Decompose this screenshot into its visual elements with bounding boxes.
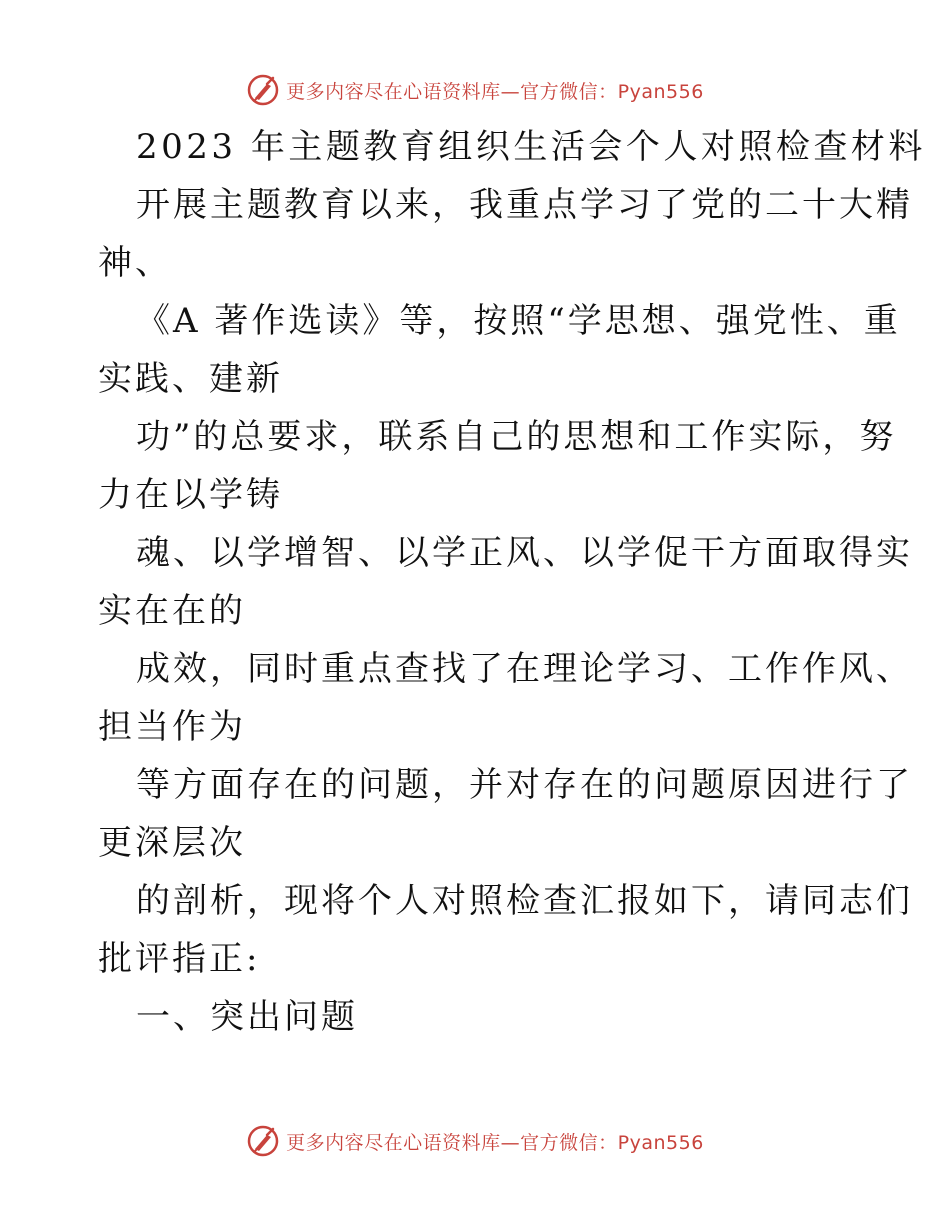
paragraph-line: 力在以学铸 — [98, 475, 283, 515]
paragraph-line: 开展主题教育以来，我重点学习了党的二十大精 — [136, 185, 913, 225]
footer-banner — [0, 1121, 950, 1161]
header-banner-text: 更多内容尽在心语资料库—官方微信：Pyan556 — [286, 80, 704, 103]
paragraph-line: 功”的总要求，联系自己的思想和工作实际，努 — [136, 417, 897, 457]
paragraph-line: 神、 — [98, 243, 172, 283]
paragraph-line: 的剖析，现将个人对照检查汇报如下，请同志们 — [136, 881, 913, 921]
paragraph-line: 等方面存在的问题，并对存在的问题原因进行了 — [136, 765, 913, 805]
pen-quill-icon — [246, 73, 280, 107]
section-heading: 一、突出问题 — [136, 997, 358, 1037]
footer-banner-text: 更多内容尽在心语资料库—官方微信：Pyan556 — [286, 1131, 704, 1154]
pen-quill-icon — [246, 1124, 280, 1158]
header-banner — [0, 70, 950, 110]
paragraph-line: 实践、建新 — [98, 359, 283, 399]
paragraph-line: 《A 著作选读》等，按照“学思想、强党性、重 — [136, 301, 901, 341]
document-body — [98, 118, 926, 1046]
paragraph-line: 成效，同时重点查找了在理论学习、工作作风、 — [136, 649, 913, 689]
document-title: 2023 年主题教育组织生活会个人对照检查材料 — [136, 127, 926, 167]
paragraph-line: 魂、以学增智、以学正风、以学促干方面取得实 — [136, 533, 913, 573]
paragraph-line: 更深层次 — [98, 823, 246, 863]
paragraph-line: 实在在的 — [98, 591, 246, 631]
paragraph-line: 担当作为 — [98, 707, 246, 747]
paragraph-line: 批评指正: — [98, 939, 261, 979]
